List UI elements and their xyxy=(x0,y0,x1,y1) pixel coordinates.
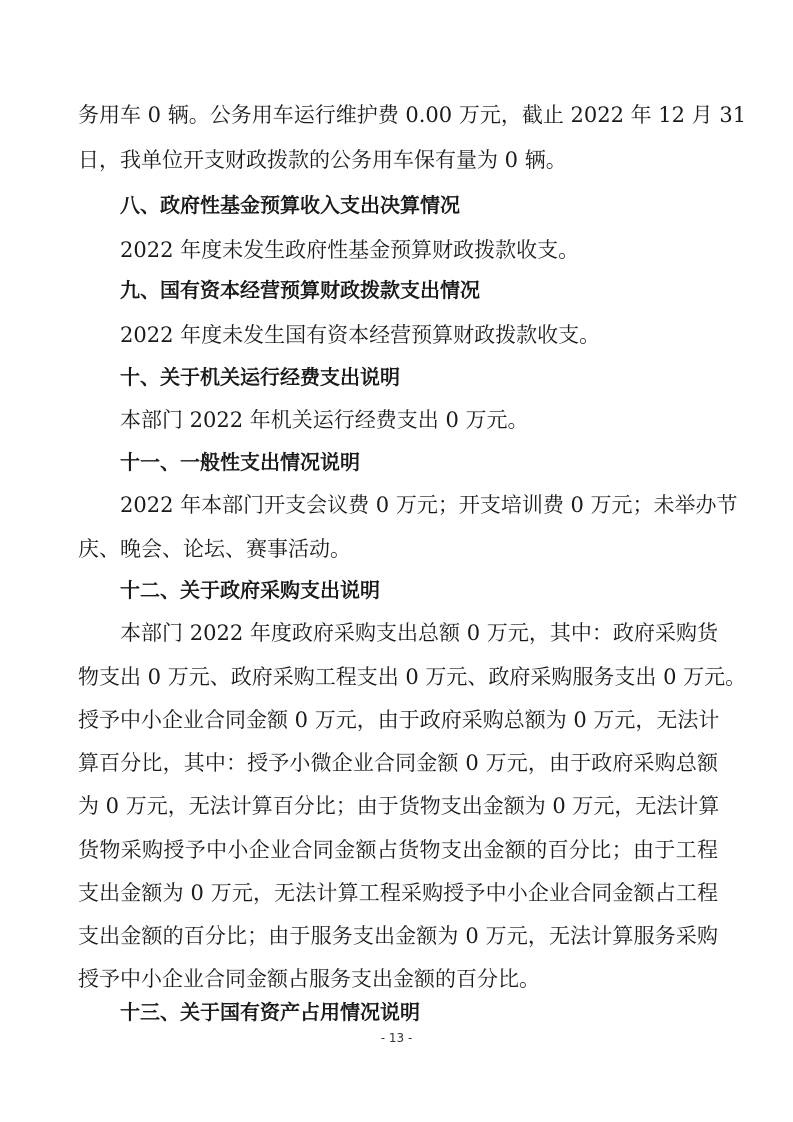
paragraph-line: 本部门 2022 年机关运行经费支出 0 万元。 xyxy=(120,408,529,432)
section-heading-13: 十三、关于国有资产占用情况说明 xyxy=(120,1000,420,1024)
section-heading-10: 十、关于机关运行经费支出说明 xyxy=(120,365,400,389)
section-heading-9: 九、国有资本经营预算财政拨款支出情况 xyxy=(120,278,480,302)
section-heading-11: 十一、一般性支出情况说明 xyxy=(120,450,360,474)
paragraph-line: 支出金额的百分比；由于服务支出金额为 0 万元，无法计算服务采购 xyxy=(78,924,718,948)
paragraph-line: 庆、晚会、论坛、赛事活动。 xyxy=(78,537,351,561)
section-heading-12: 十二、关于政府采购支出说明 xyxy=(120,578,380,602)
paragraph-line: 本部门 2022 年度政府采购支出总额 0 万元，其中：政府采购货 xyxy=(120,621,718,645)
paragraph-line: 为 0 万元，无法计算百分比；由于货物支出金额为 0 万元，无法计算 xyxy=(78,794,720,818)
paragraph-line: 日，我单位开支财政拨款的公务用车保有量为 0 辆。 xyxy=(78,148,567,172)
page-number: - 13 - xyxy=(380,1031,413,1045)
paragraph-line: 物支出 0 万元、政府采购工程支出 0 万元、政府采购服务支出 0 万元。 xyxy=(78,665,747,689)
paragraph-line: 务用车 0 辆。公务用车运行维护费 0.00 万元，截止 2022 年 12 月 31 xyxy=(78,103,747,127)
section-heading-8: 八、政府性基金预算收入支出决算情况 xyxy=(120,193,460,217)
paragraph-line: 支出金额为 0 万元，无法计算工程采购授予中小企业合同金额占工程 xyxy=(78,881,718,905)
paragraph-line: 2022 年本部门开支会议费 0 万元；开支培训费 0 万元；未举办节 xyxy=(120,493,738,517)
paragraph-line: 算百分比，其中：授予小微企业合同金额 0 万元，由于政府采购总额 xyxy=(78,751,718,775)
paragraph-line: 授予中小企业合同金额 0 万元，由于政府采购总额为 0 万元，无法计 xyxy=(78,708,720,732)
paragraph-line: 2022 年度未发生政府性基金预算财政拨款收支。 xyxy=(120,238,580,262)
paragraph-line: 授予中小企业合同金额占服务支出金额的百分比。 xyxy=(78,967,540,991)
paragraph-line: 2022 年度未发生国有资本经营预算财政拨款收支。 xyxy=(120,323,601,347)
paragraph-line: 货物采购授予中小企业合同金额占货物支出金额的百分比；由于工程 xyxy=(78,838,718,862)
